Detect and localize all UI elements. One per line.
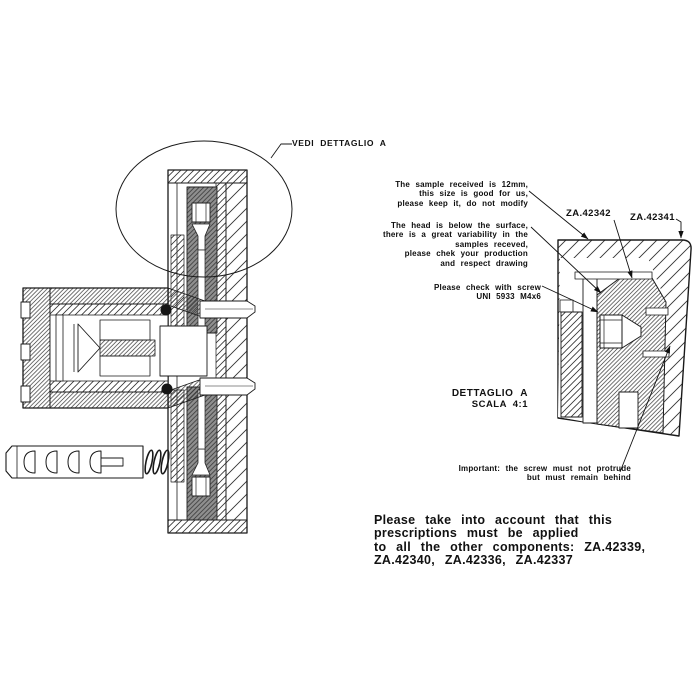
note-screw-line-2: UNI 5933 M4x6 xyxy=(476,292,541,302)
detail-view xyxy=(558,240,691,436)
bottom-tool xyxy=(6,446,170,478)
detail-scale-text: SCALA 4:1 xyxy=(471,399,528,410)
note-sample-line-2: this size is good for us, xyxy=(419,189,528,199)
upper-screw-head xyxy=(192,203,210,222)
note-head-line-3: samples receved, xyxy=(455,239,528,249)
left-column-part xyxy=(561,312,582,417)
main-section-view xyxy=(6,141,292,533)
lower-clearance xyxy=(619,392,638,428)
footer-line-2: prescriptions must be applied xyxy=(374,526,579,541)
thread-coil xyxy=(144,450,171,475)
center-rod xyxy=(100,340,155,356)
note-important-line-1: Important: the screw must not protrude xyxy=(458,464,631,473)
upper-oring xyxy=(161,305,172,316)
note-head-line-5: and respect drawing xyxy=(440,258,528,268)
leader-za42341 xyxy=(676,219,681,238)
note-head-line-1: The head is below the surface, xyxy=(390,221,528,230)
top-flange-band xyxy=(575,272,652,279)
note-screw-line-1: Please check with screw xyxy=(434,283,541,292)
detail-title-text: DETTAGLIO A xyxy=(451,388,528,399)
footer-prescription-note xyxy=(374,514,645,568)
note-head-line-4: please chek your production xyxy=(404,249,528,259)
detail-view-title xyxy=(420,388,528,410)
lower-oring xyxy=(162,384,173,395)
note-head xyxy=(350,221,528,268)
note-sample-line-1: The sample received is 12mm, xyxy=(395,180,528,189)
footer-line-1: Please take into account that this xyxy=(374,513,613,527)
sheet-plate xyxy=(583,278,597,423)
note-important xyxy=(420,464,631,483)
lower-seal-component xyxy=(187,387,217,520)
part-label-za42342: ZA.42342 xyxy=(566,208,611,219)
detail-callout-leader xyxy=(271,144,292,158)
footer-line-3: to all the other components: ZA.42339, xyxy=(374,539,646,554)
note-sample xyxy=(350,180,528,208)
lower-screw-head xyxy=(192,477,210,496)
note-sample-line-3: please keep it, do not modify xyxy=(397,198,528,208)
footer-line-4: ZA.42340, ZA.42336, ZA.42337 xyxy=(374,553,573,568)
note-head-line-2: there is a great variability in the xyxy=(382,230,528,240)
note-important-line-2: but must remain behind xyxy=(526,473,631,483)
note-screw xyxy=(380,283,541,302)
upper-spoke xyxy=(200,301,255,318)
inner-disc xyxy=(56,315,63,381)
part-label-za42341: ZA.42341 xyxy=(630,212,675,223)
detail-callout-label: VEDI DETTAGLIO A xyxy=(292,138,387,148)
lower-spoke xyxy=(200,378,255,395)
bore-chamber xyxy=(160,326,207,376)
